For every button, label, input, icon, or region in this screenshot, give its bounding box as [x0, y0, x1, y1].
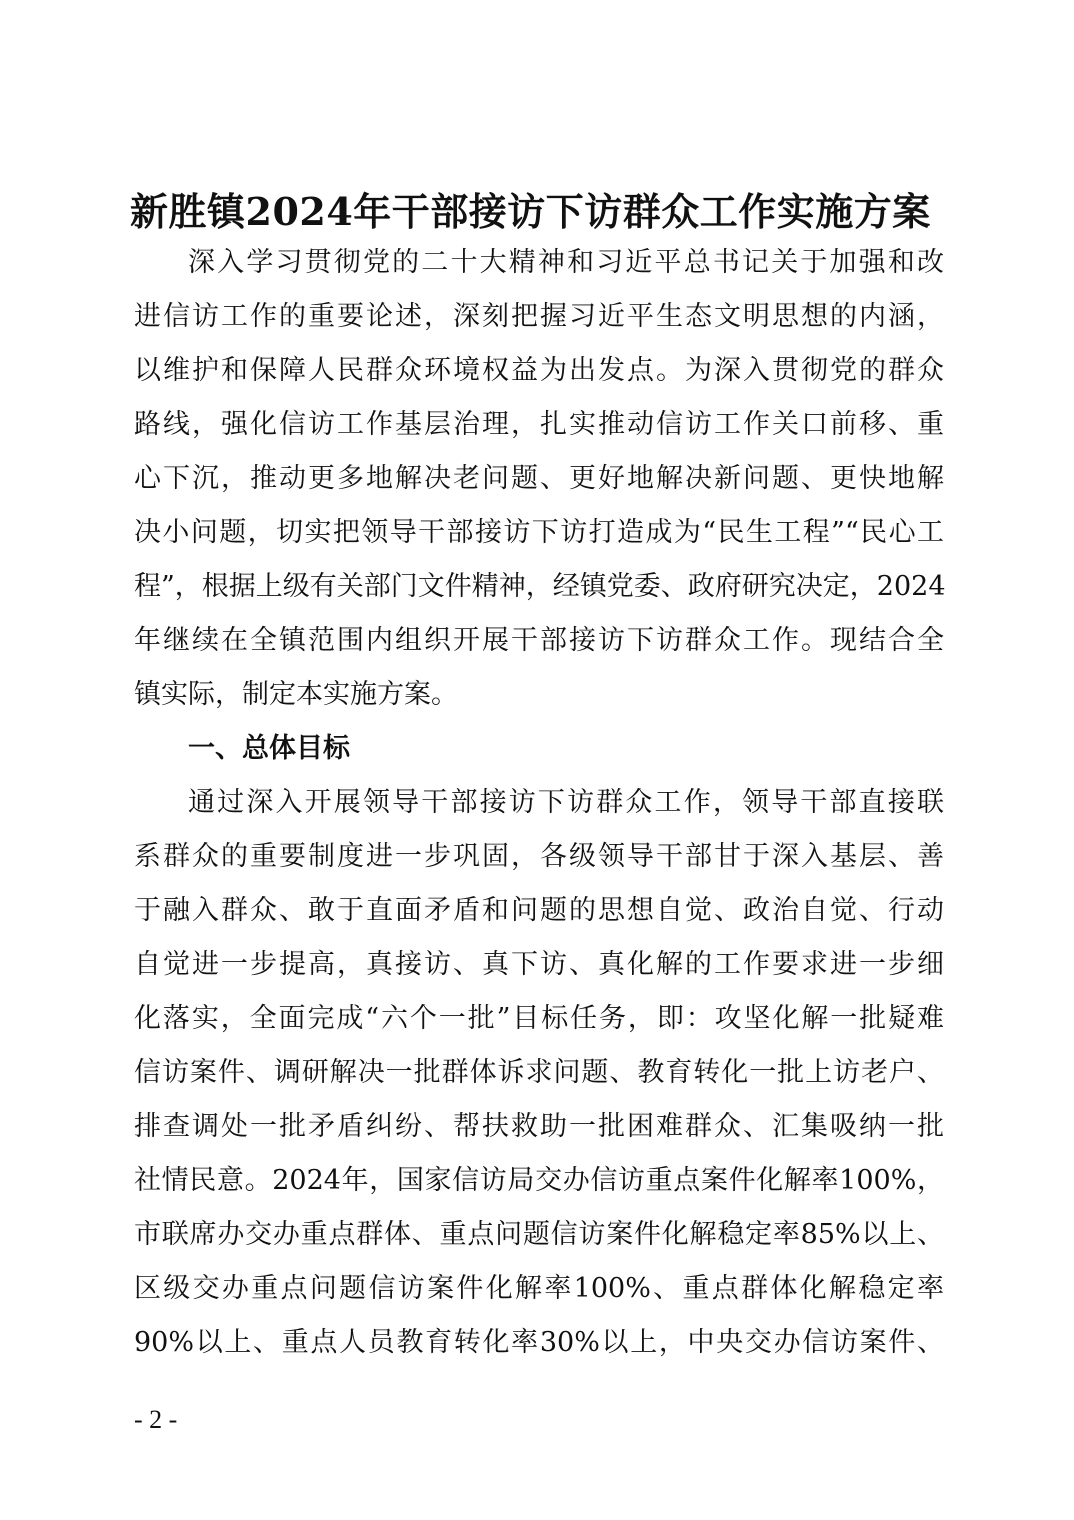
- section1-line-5: 化落实，全面完成“六个一批”目标任务，即：攻坚化解一批疑难: [134, 1003, 944, 1034]
- intro-line-5: 心下沉，推动更多地解决老问题、更好地解决新问题、更快地解: [134, 463, 944, 494]
- section-heading-overall-goals: 一、总体目标: [188, 733, 350, 764]
- intro-line-2: 进信访工作的重要论述，深刻把握习近平生态文明思想的内涵，: [134, 301, 944, 332]
- section1-line-9: 市联席办交办重点群体、重点问题信访案件化解稳定率85%以上、: [134, 1219, 944, 1250]
- section1-line-8: 社情民意。2024年，国家信访局交办信访重点案件化解率100%，: [134, 1165, 944, 1196]
- intro-line-4: 路线，强化信访工作基层治理，扎实推动信访工作关口前移、重: [134, 409, 944, 440]
- document-title: 新胜镇2024年干部接访下访群众工作实施方案: [130, 189, 931, 234]
- intro-line-7: 程”，根据上级有关部门文件精神，经镇党委、政府研究决定，2024: [134, 571, 946, 602]
- intro-line-1: 深入学习贯彻党的二十大精神和习近平总书记关于加强和改: [188, 247, 944, 278]
- section1-line-2: 系群众的重要制度进一步巩固，各级领导干部甘于深入基层、善: [134, 841, 944, 872]
- section1-line-3: 于融入群众、敢于直面矛盾和问题的思想自觉、政治自觉、行动: [134, 895, 944, 926]
- section1-line-1: 通过深入开展领导干部接访下访群众工作，领导干部直接联: [188, 787, 944, 818]
- page-number: - 2 -: [134, 1405, 178, 1434]
- section1-line-4: 自觉进一步提高，真接访、真下访、真化解的工作要求进一步细: [134, 949, 944, 980]
- intro-line-9: 镇实际，制定本实施方案。: [134, 679, 458, 710]
- intro-line-3: 以维护和保障人民群众环境权益为出发点。为深入贯彻党的群众: [134, 355, 944, 386]
- intro-line-6: 决小问题，切实把领导干部接访下访打造成为“民生工程”“民心工: [134, 517, 944, 548]
- section1-line-11: 90%以上、重点人员教育转化率30%以上，中央交办信访案件、: [134, 1327, 944, 1358]
- section1-line-6: 信访案件、调研解决一批群体诉求问题、教育转化一批上访老户、: [134, 1057, 944, 1088]
- section1-line-10: 区级交办重点问题信访案件化解率100%、重点群体化解稳定率: [134, 1273, 944, 1304]
- section1-line-7: 排查调处一批矛盾纠纷、帮扶救助一批困难群众、汇集吸纳一批: [134, 1111, 944, 1142]
- intro-line-8: 年继续在全镇范围内组织开展干部接访下访群众工作。现结合全: [134, 625, 944, 656]
